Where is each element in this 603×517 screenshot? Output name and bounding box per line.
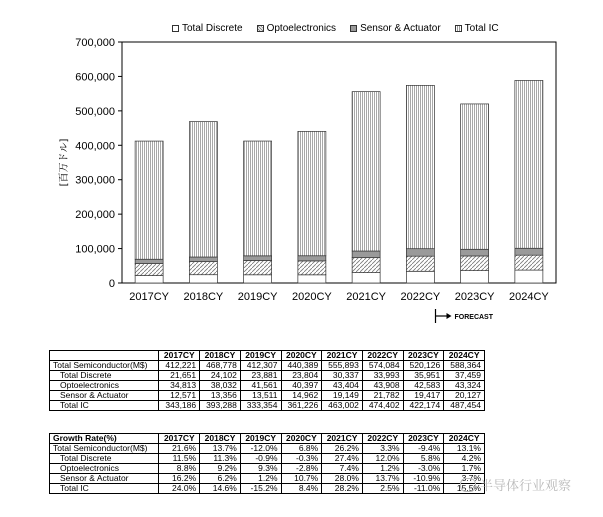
table-cell: 15.5% xyxy=(444,484,485,494)
bar-sensor xyxy=(461,249,489,256)
table-cell: 361,226 xyxy=(281,401,322,411)
growth-table-header-cell: 2024CY xyxy=(444,434,485,444)
table-cell: -10.9% xyxy=(403,474,444,484)
growth-table-header-cell: 2020CY xyxy=(281,434,322,444)
y-tick-label: 100,000 xyxy=(75,243,115,256)
table-cell: 38,032 xyxy=(200,381,241,391)
table-cell: 12,571 xyxy=(159,391,200,401)
table-cell: 41,561 xyxy=(240,381,281,391)
table-cell: 20,127 xyxy=(444,391,485,401)
table-cell: 440,389 xyxy=(281,361,322,371)
row-label: Total IC xyxy=(50,401,159,411)
table-cell: 35,951 xyxy=(403,371,444,381)
x-tick-label: 2021CY xyxy=(346,291,387,303)
revenue-table-header-cell: 2024CY xyxy=(444,351,485,361)
legend-item-ic xyxy=(455,23,499,34)
table-cell: 6.8% xyxy=(281,444,322,454)
y-tick-label: 600,000 xyxy=(75,71,115,84)
revenue-table-header-cell: 2019CY xyxy=(240,351,281,361)
x-tick-label: 2024CY xyxy=(508,291,549,303)
bar-sensor xyxy=(189,257,217,262)
table-cell: -11.0% xyxy=(403,484,444,494)
table-cell: -12.0% xyxy=(240,444,281,454)
table-cell: 43,324 xyxy=(444,381,485,391)
legend-item-opto xyxy=(257,23,336,34)
x-tick-label: 2022CY xyxy=(400,291,441,303)
revenue-table-header-cell xyxy=(50,351,159,361)
table-cell: 28.0% xyxy=(322,474,363,484)
bar-sensor xyxy=(135,259,163,263)
table-cell: 28.2% xyxy=(322,484,363,494)
table-cell: 5.8% xyxy=(403,454,444,464)
legend-label-ic: Total IC xyxy=(464,23,499,34)
table-cell: 588,364 xyxy=(444,361,485,371)
x-tick-label: 2023CY xyxy=(454,291,495,303)
table-cell: 574,084 xyxy=(362,361,403,371)
bar-sensor xyxy=(515,248,543,255)
table-cell: 13,356 xyxy=(200,391,241,401)
revenue-table-header-cell: 2021CY xyxy=(322,351,363,361)
y-tick-label: 0 xyxy=(108,278,115,290)
revenue-table-header-cell: 2018CY xyxy=(200,351,241,361)
table-cell: 16.2% xyxy=(159,474,200,484)
table-cell: 4.2% xyxy=(444,454,485,464)
table-cell: 463,002 xyxy=(322,401,363,411)
table-cell: 23,881 xyxy=(240,371,281,381)
forecast-arrow-head xyxy=(447,313,452,319)
y-tick-label: 200,000 xyxy=(75,209,115,222)
bar-sensor xyxy=(406,249,434,256)
revenue-table-header-cell: 2017CY xyxy=(159,351,200,361)
legend-swatch-discrete xyxy=(172,25,179,32)
table-cell: 42,583 xyxy=(403,381,444,391)
row-label: Total Semiconductor(M$) xyxy=(50,444,159,454)
table-cell: 43,404 xyxy=(322,381,363,391)
legend-swatch-opto xyxy=(257,25,264,32)
watermark xyxy=(460,475,571,494)
y-tick-label: 300,000 xyxy=(75,174,115,187)
bar-sensor xyxy=(244,256,272,261)
wechat-icon xyxy=(460,478,476,492)
table-cell: 30,337 xyxy=(322,371,363,381)
row-label: Optoelectronics xyxy=(50,464,159,474)
table-cell: 9.3% xyxy=(240,464,281,474)
table-row xyxy=(50,444,485,454)
table-cell: 13.1% xyxy=(444,444,485,454)
bar-opto xyxy=(244,260,272,274)
table-cell: 19,149 xyxy=(322,391,363,401)
table-cell: 11.5% xyxy=(159,454,200,464)
bar-opto xyxy=(515,255,543,270)
bar-discrete xyxy=(406,271,434,283)
y-tick-label: 400,000 xyxy=(75,140,115,153)
table-cell: 8.8% xyxy=(159,464,200,474)
table-row xyxy=(50,401,485,411)
table-row xyxy=(50,484,485,494)
table-cell: 555,893 xyxy=(322,361,363,371)
bar-ic xyxy=(352,92,380,251)
growth-table-header-cell: 2017CY xyxy=(159,434,200,444)
table-cell: 8.4% xyxy=(281,484,322,494)
table-cell: 13.7% xyxy=(200,444,241,454)
table-cell: 393,288 xyxy=(200,401,241,411)
legend-swatch-sensor xyxy=(350,25,357,32)
bar-ic xyxy=(406,85,434,248)
growth-table-header-cell: 2022CY xyxy=(362,434,403,444)
revenue-table-header-cell: 2022CY xyxy=(362,351,403,361)
table-cell: 474,402 xyxy=(362,401,403,411)
bar-ic xyxy=(515,80,543,248)
table-cell: 14.6% xyxy=(200,484,241,494)
revenue-table xyxy=(49,350,485,411)
bar-opto xyxy=(406,256,434,271)
revenue-table-header-cell: 2023CY xyxy=(403,351,444,361)
y-tick-label: 500,000 xyxy=(75,105,115,118)
bar-sensor xyxy=(298,256,326,261)
legend-item-sensor xyxy=(350,23,441,34)
row-label: Total Discrete xyxy=(50,454,159,464)
table-cell: 33,993 xyxy=(362,371,403,381)
legend-label-sensor: Sensor & Actuator xyxy=(360,23,441,34)
row-label: Sensor & Actuator xyxy=(50,391,159,401)
table-row xyxy=(50,371,485,381)
table-cell: -9.4% xyxy=(403,444,444,454)
table-row xyxy=(50,454,485,464)
table-cell: 10.7% xyxy=(281,474,322,484)
table-cell: 6.2% xyxy=(200,474,241,484)
growth-table-header-cell: Growth Rate(%) xyxy=(50,434,159,444)
table-cell: 343,186 xyxy=(159,401,200,411)
x-tick-label: 2020CY xyxy=(291,291,332,303)
table-cell: 24.0% xyxy=(159,484,200,494)
table-cell: 34,813 xyxy=(159,381,200,391)
legend-label-opto: Optoelectronics xyxy=(266,23,337,34)
bar-discrete xyxy=(352,273,380,283)
bar-ic xyxy=(244,141,272,256)
forecast-label: FORECAST xyxy=(454,314,493,321)
bar-opto xyxy=(461,256,489,271)
table-cell: 412,221 xyxy=(159,361,200,371)
growth-table-header-cell: 2023CY xyxy=(403,434,444,444)
table-cell: 3.3% xyxy=(362,444,403,454)
table-row xyxy=(50,381,485,391)
table-cell: 40,397 xyxy=(281,381,322,391)
bar-discrete xyxy=(298,275,326,283)
table-cell: 21,651 xyxy=(159,371,200,381)
bar-opto xyxy=(298,261,326,275)
table-cell: 333,354 xyxy=(240,401,281,411)
table-cell: 422,174 xyxy=(403,401,444,411)
bar-discrete xyxy=(515,270,543,283)
revenue-table-header-row xyxy=(50,351,485,361)
table-cell: -15.2% xyxy=(240,484,281,494)
bar-discrete xyxy=(461,271,489,283)
growth-table-header-cell: 2019CY xyxy=(240,434,281,444)
revenue-table-header-cell: 2020CY xyxy=(281,351,322,361)
bar-ic xyxy=(135,141,163,259)
table-cell: 43,908 xyxy=(362,381,403,391)
growth-table-header-row xyxy=(50,434,485,444)
growth-table-header-cell: 2018CY xyxy=(200,434,241,444)
table-cell: 37,459 xyxy=(444,371,485,381)
bar-sensor xyxy=(352,251,380,258)
legend-swatch-ic xyxy=(455,25,462,32)
table-row xyxy=(50,361,485,371)
table-cell: 9.2% xyxy=(200,464,241,474)
row-label: Total Semiconductor(M$) xyxy=(50,361,159,371)
y-tick-label: 700,000 xyxy=(75,37,115,49)
chart-legend xyxy=(172,23,499,34)
growth-table-header-cell: 2021CY xyxy=(322,434,363,444)
growth-rate-table xyxy=(49,433,485,494)
table-cell: 27.4% xyxy=(322,454,363,464)
table-cell: -0.3% xyxy=(281,454,322,464)
table-cell: 21.6% xyxy=(159,444,200,454)
table-cell: 7.4% xyxy=(322,464,363,474)
table-row xyxy=(50,474,485,484)
y-axis-label: [百万ドル] xyxy=(59,138,70,187)
table-cell: 24,102 xyxy=(200,371,241,381)
table-cell: 26.2% xyxy=(322,444,363,454)
table-cell: 412,307 xyxy=(240,361,281,371)
table-cell: 14,962 xyxy=(281,391,322,401)
table-cell: -2.8% xyxy=(281,464,322,474)
bar-opto xyxy=(352,258,380,273)
table-cell: -0.9% xyxy=(240,454,281,464)
table-cell: 1.2% xyxy=(362,464,403,474)
bar-ic xyxy=(298,131,326,255)
table-cell: 468,778 xyxy=(200,361,241,371)
legend-label-discrete: Total Discrete xyxy=(182,23,243,34)
bar-opto xyxy=(189,262,217,275)
table-cell: 2.5% xyxy=(362,484,403,494)
bar-opto xyxy=(135,264,163,276)
plot-frame xyxy=(122,42,556,283)
watermark-text: 半导体行业观察 xyxy=(480,478,572,493)
table-cell: 19,417 xyxy=(403,391,444,401)
legend-item-discrete xyxy=(172,23,243,34)
row-label: Optoelectronics xyxy=(50,381,159,391)
table-cell: 12.0% xyxy=(362,454,403,464)
table-cell: -3.0% xyxy=(403,464,444,474)
x-tick-label: 2018CY xyxy=(183,291,224,303)
table-cell: 21,782 xyxy=(362,391,403,401)
table-cell: 11.3% xyxy=(200,454,241,464)
bar-ic xyxy=(189,122,217,257)
table-cell: 13,511 xyxy=(240,391,281,401)
x-tick-label: 2017CY xyxy=(129,291,170,303)
table-cell: 1.2% xyxy=(240,474,281,484)
table-cell: 487,454 xyxy=(444,401,485,411)
bar-discrete xyxy=(189,275,217,283)
bar-discrete xyxy=(135,276,163,283)
table-cell: 520,126 xyxy=(403,361,444,371)
x-tick-label: 2019CY xyxy=(237,291,278,303)
table-cell: 1.7% xyxy=(444,464,485,474)
row-label: Total Discrete xyxy=(50,371,159,381)
table-cell: 3.7% xyxy=(444,474,485,484)
row-label: Sensor & Actuator xyxy=(50,474,159,484)
table-row xyxy=(50,464,485,474)
table-cell: 23,804 xyxy=(281,371,322,381)
bar-discrete xyxy=(244,275,272,283)
table-cell: 13.7% xyxy=(362,474,403,484)
bar-ic xyxy=(461,104,489,249)
table-row xyxy=(50,391,485,401)
row-label: Total IC xyxy=(50,484,159,494)
